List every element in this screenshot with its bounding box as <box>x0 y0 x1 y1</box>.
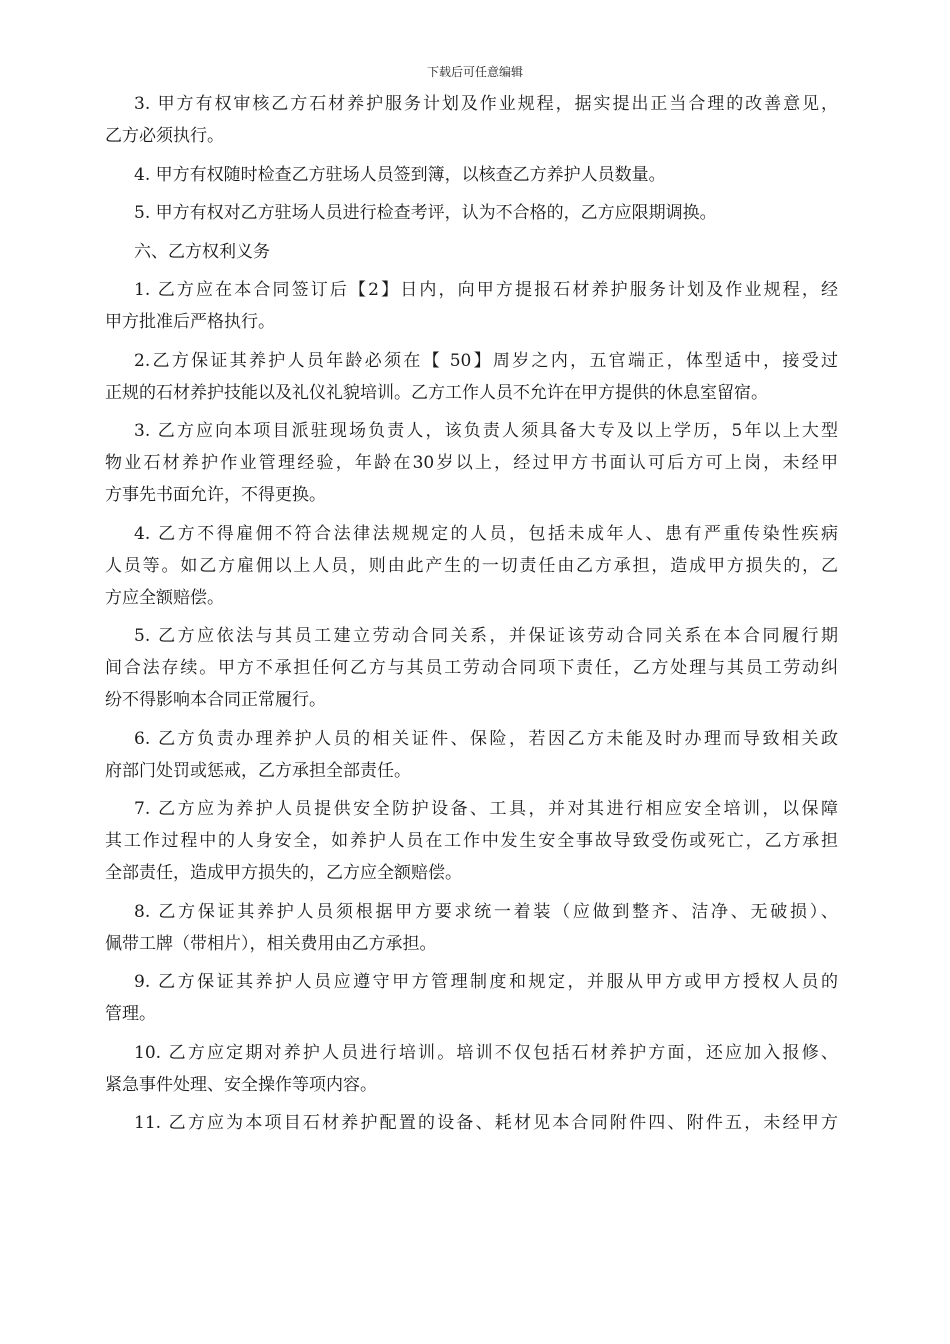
clause-party-b-6 <box>0 723 950 787</box>
paragraph-line: 3. 甲方有权审核乙方石材养护服务计划及作业规程，据实提出正当合理的改善意见， <box>134 94 838 114</box>
paragraph-line: 1. 乙方应在本合同签订后【2】日内，向甲方提报石材养护服务计划及作业规程，经 <box>134 280 838 300</box>
paragraph-line: 乙方必须执行。 <box>105 126 224 146</box>
paragraph-line: 物业石材养护作业管理经验，年龄在30岁以上，经过甲方书面认可后方可上岗，未经甲 <box>105 453 838 473</box>
paragraph-line: 紧急事件处理、安全操作等项内容。 <box>105 1074 377 1095</box>
document-body <box>0 88 950 1146</box>
paragraph-line: 8. 乙方保证其养护人员须根据甲方要求统一着装（应做到整齐、洁净、无破损）、 <box>134 901 838 922</box>
paragraph-line: 6. 乙方负责办理养护人员的相关证件、保险，若因乙方未能及时办理而导致相关政 <box>134 728 838 749</box>
paragraph-line: 9. 乙方保证其养护人员应遵守甲方管理制度和规定，并服从甲方或甲方授权人员的 <box>134 972 838 992</box>
paragraph-line: 间合法存续。甲方不承担任何乙方与其员工劳动合同项下责任，乙方处理与其员工劳动纠 <box>105 658 838 678</box>
paragraph-line: 府部门处罚或惩戒，乙方承担全部责任。 <box>105 760 411 781</box>
paragraph-line: 甲方批准后严格执行。 <box>105 312 275 332</box>
clause-party-a-3 <box>0 88 950 152</box>
paragraph-line: 佩带工牌（带相片），相关费用由乙方承担。 <box>105 933 437 954</box>
clause-party-b-1 <box>0 274 950 338</box>
page-header: 下载后可任意编辑 <box>426 65 523 79</box>
paragraph-line: 正规的石材养护技能以及礼仪礼貌培训。乙方工作人员不允许在甲方提供的休息室留宿。 <box>105 382 768 403</box>
paragraph-line: 4. 甲方有权随时检查乙方驻场人员签到簿，以核查乙方养护人员数量。 <box>134 164 666 185</box>
paragraph-line: 人员等。如乙方雇佣以上人员，则由此产生的一切责任由乙方承担，造成甲方损失的，乙 <box>105 555 838 576</box>
paragraph-line: 方事先书面允许，不得更换。 <box>105 485 326 505</box>
clause-party-b-10 <box>0 1037 950 1101</box>
paragraph-line: 方应全额赔偿。 <box>105 587 224 608</box>
paragraph-line: 管理。 <box>105 1004 156 1024</box>
clause-party-a-5 <box>0 197 950 229</box>
clause-party-b-5 <box>0 620 950 716</box>
clause-party-a-4 <box>0 159 950 191</box>
paragraph-line: 5. 甲方有权对乙方驻场人员进行检查考评，认为不合格的，乙方应限期调换。 <box>134 203 717 223</box>
clause-party-b-11 <box>0 1107 950 1139</box>
paragraph-line: 3. 乙方应向本项目派驻现场负责人，该负责人须具备大专及以上学历，5年以上大型 <box>134 421 838 441</box>
clause-party-b-3 <box>0 415 950 511</box>
section-heading-party-b-rights <box>0 236 950 268</box>
clause-party-b-7 <box>0 793 950 889</box>
paragraph-line: 纷不得影响本合同正常履行。 <box>105 690 326 710</box>
paragraph-line: 11. 乙方应为本项目石材养护配置的设备、耗材见本合同附件四、附件五，未经甲方 <box>134 1113 838 1133</box>
paragraph-line: 4. 乙方不得雇佣不符合法律法规规定的人员，包括未成年人、患有严重传染性疾病 <box>134 523 838 544</box>
paragraph-line: 5. 乙方应依法与其员工建立劳动合同关系，并保证该劳动合同关系在本合同履行期 <box>134 626 838 646</box>
paragraph-line: 其工作过程中的人身安全，如养护人员在工作中发生安全事故导致受伤或死亡，乙方承担 <box>105 831 838 851</box>
section-heading: 六、乙方权利义务 <box>134 241 270 262</box>
paragraph-line: 10. 乙方应定期对养护人员进行培训。培训不仅包括石材养护方面，还应加入报修、 <box>134 1042 838 1063</box>
clause-party-b-8 <box>0 896 950 960</box>
clause-party-b-9 <box>0 966 950 1030</box>
clause-party-b-4 <box>0 518 950 614</box>
paragraph-line: 7. 乙方应为养护人员提供安全防护设备、工具，并对其进行相应安全培训，以保障 <box>134 799 838 819</box>
clause-party-b-2 <box>0 345 950 409</box>
paragraph-line: 2.乙方保证其养护人员年龄必须在【 50】周岁之内，五官端正，体型适中，接受过 <box>134 350 838 371</box>
paragraph-line: 全部责任，造成甲方损失的，乙方应全额赔偿。 <box>105 863 462 883</box>
